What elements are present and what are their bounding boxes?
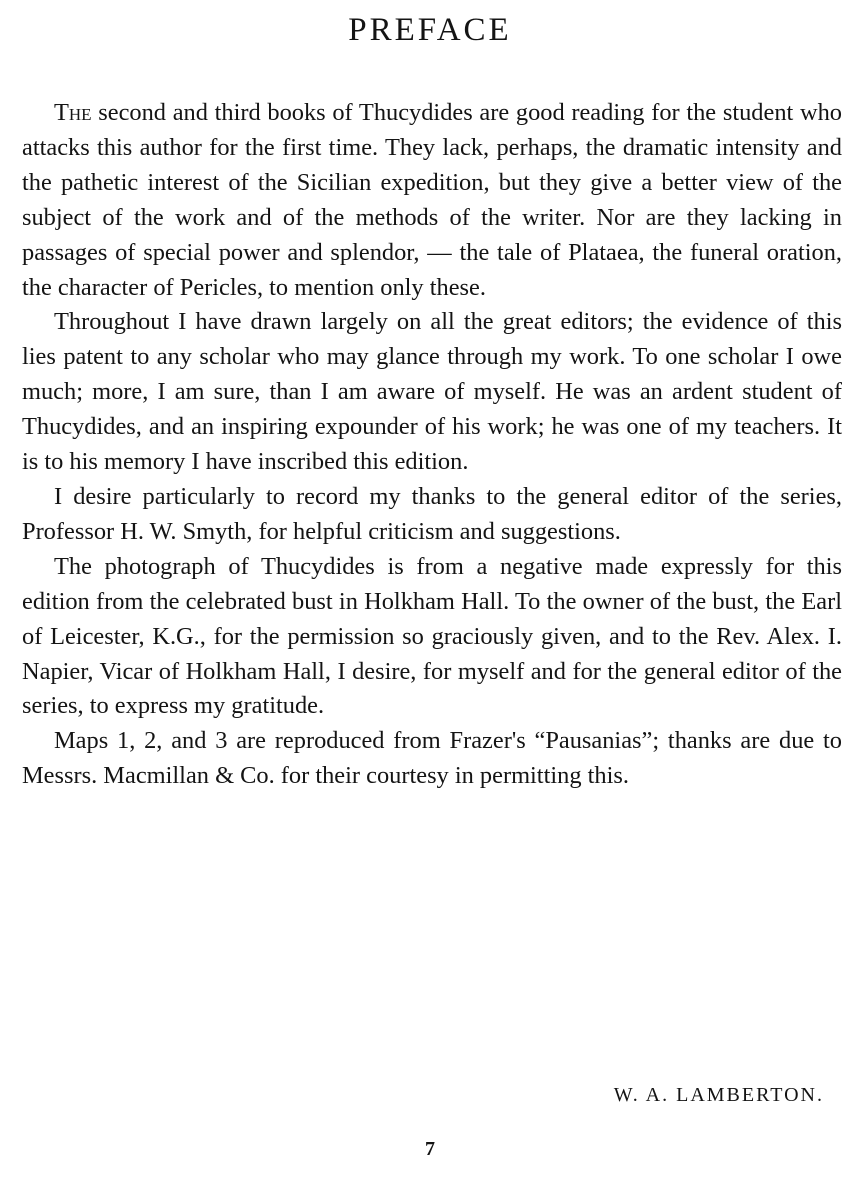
opening-word: The [54,99,92,126]
paragraph-3: I desire particularly to record my thanks to the general editor of the series, Professor H. W. Smyth, for helpful criticism and suggestions. [22,482,842,545]
paragraph-1 [22,96,842,305]
page-number: 7 [425,1138,435,1160]
author-signature: W. A. LAMBERTON. [613,1084,824,1106]
paragraph-4: The photograph of Thucydides is from a negative made expressly for this edition from the celebrated bust in Holkham Hall. To the owner of the bust, the Earl of Leicester, K.G., for the permission so graciously given, and to the Rev. Alex. I. Napier, Vicar of Holkham Hall, I desire, for myself and for the general editor of the series, to express my gratitude. [22,552,842,720]
page-title: PREFACE [348,12,512,48]
preface-body [22,96,842,794]
paragraph-2: Throughout I have drawn largely on all the great editors; the evidence of this lies patent to any scholar who may glance through my work. To one scholar I owe much; more, I am sure, than I am aware of myself. He was an ardent student of Thucydides, and an inspiring expounder of his work; he was one of my teachers. It is to his memory I have inscribed this edition. [22,308,842,476]
paragraph-5: Maps 1, 2, and 3 are reproduced from Frazer's “Pausanias”; thanks are due to Messrs. Macmillan & Co. for their courtesy in permitting this. [22,727,842,790]
paragraph-1-text: second and third books of Thucydides are good reading for the student who attacks this author for the first time. They lack, perhaps, the dramatic intensity and the pathetic interest of the Sicilian expedition, but they give a better view of the subject of the work and of the methods of the writer. Nor are they lacking in passages of special power and splendor, — the tale of Plataea, the funeral oration, the character of Pericles, to mention only these. [22,99,842,301]
